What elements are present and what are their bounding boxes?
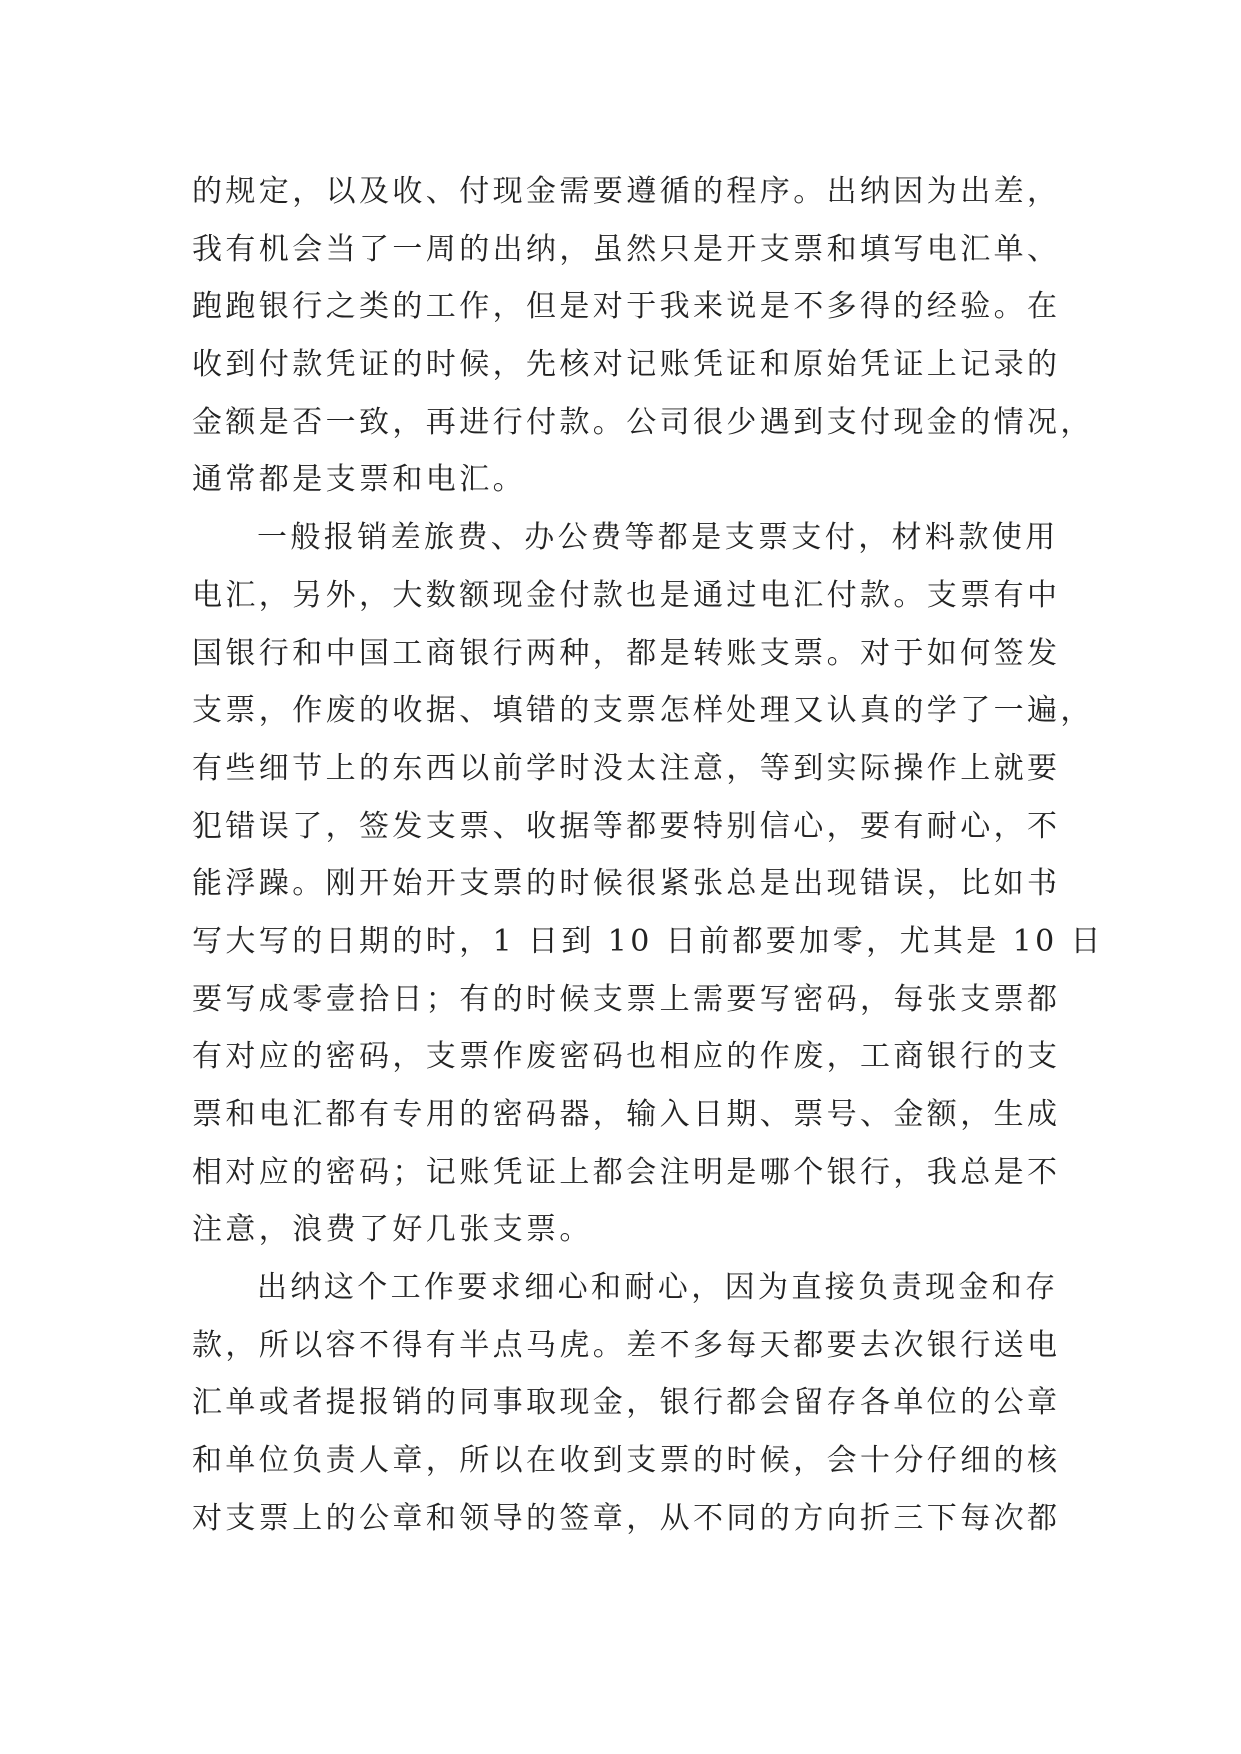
text-line: 电汇，另外，大数额现金付款也是通过电汇付款。支票有中 — [192, 577, 1061, 613]
text-line: 和单位负责人章，所以在收到支票的时候，会十分仔细的核 — [192, 1443, 1061, 1479]
text-line: 通常都是支票和电汇。 — [192, 462, 526, 498]
text-line: 对支票上的公章和领导的签章，从不同的方向折三下每次都 — [192, 1500, 1061, 1536]
text-line: 款，所以容不得有半点马虎。差不多每天都要去次银行送电 — [192, 1327, 1061, 1363]
document-body — [192, 163, 1104, 1548]
text-line: 写大写的日期的时，1 日到 10 日前都要加零，尤其是 10 日 — [192, 923, 1104, 959]
text-line: 的规定，以及收、付现金需要遵循的程序。出纳因为出差， — [192, 174, 1061, 209]
text-line: 要写成零壹拾日；有的时候支票上需要写密码，每张支票都 — [192, 981, 1061, 1017]
text-line: 注意，浪费了好几张支票。 — [192, 1212, 593, 1248]
text-line: 有些细节上的东西以前学时没太注意，等到实际操作上就要 — [192, 750, 1061, 786]
text-line: 支票，作废的收据、填错的支票怎样处理又认真的学了一遍， — [192, 693, 1094, 729]
text-line: 有对应的密码，支票作废密码也相应的作废，工商银行的支 — [192, 1039, 1061, 1075]
text-line: 跑跑银行之类的工作，但是对于我来说是不多得的经验。在 — [192, 289, 1061, 325]
text-line: 我有机会当了一周的出纳，虽然只是开支票和填写电汇单、 — [192, 231, 1061, 267]
text-line: 犯错误了，签发支票、收据等都要特别信心，要有耐心，不 — [192, 808, 1061, 844]
paragraph-first-line: 出纳这个工作要求细心和耐心，因为直接负责现金和存 — [257, 1270, 1059, 1306]
text-line: 收到付款凭证的时候，先核对记账凭证和原始凭证上记录的 — [192, 347, 1061, 383]
text-line: 汇单或者提报销的同事取现金，银行都会留存各单位的公章 — [192, 1385, 1061, 1421]
text-line: 国银行和中国工商银行两种，都是转账支票。对于如何签发 — [192, 635, 1061, 671]
text-line: 能浮躁。刚开始开支票的时候很紧张总是出现错误，比如书 — [192, 866, 1061, 902]
text-line: 金额是否一致，再进行付款。公司很少遇到支付现金的情况， — [192, 404, 1094, 440]
text-line: 票和电汇都有专用的密码器，输入日期、票号、金额，生成 — [192, 1097, 1061, 1132]
text-line: 相对应的密码；记账凭证上都会注明是哪个银行，我总是不 — [192, 1154, 1061, 1190]
paragraph-first-line: 一般报销差旅费、办公费等都是支票支付，材料款使用 — [257, 520, 1059, 556]
